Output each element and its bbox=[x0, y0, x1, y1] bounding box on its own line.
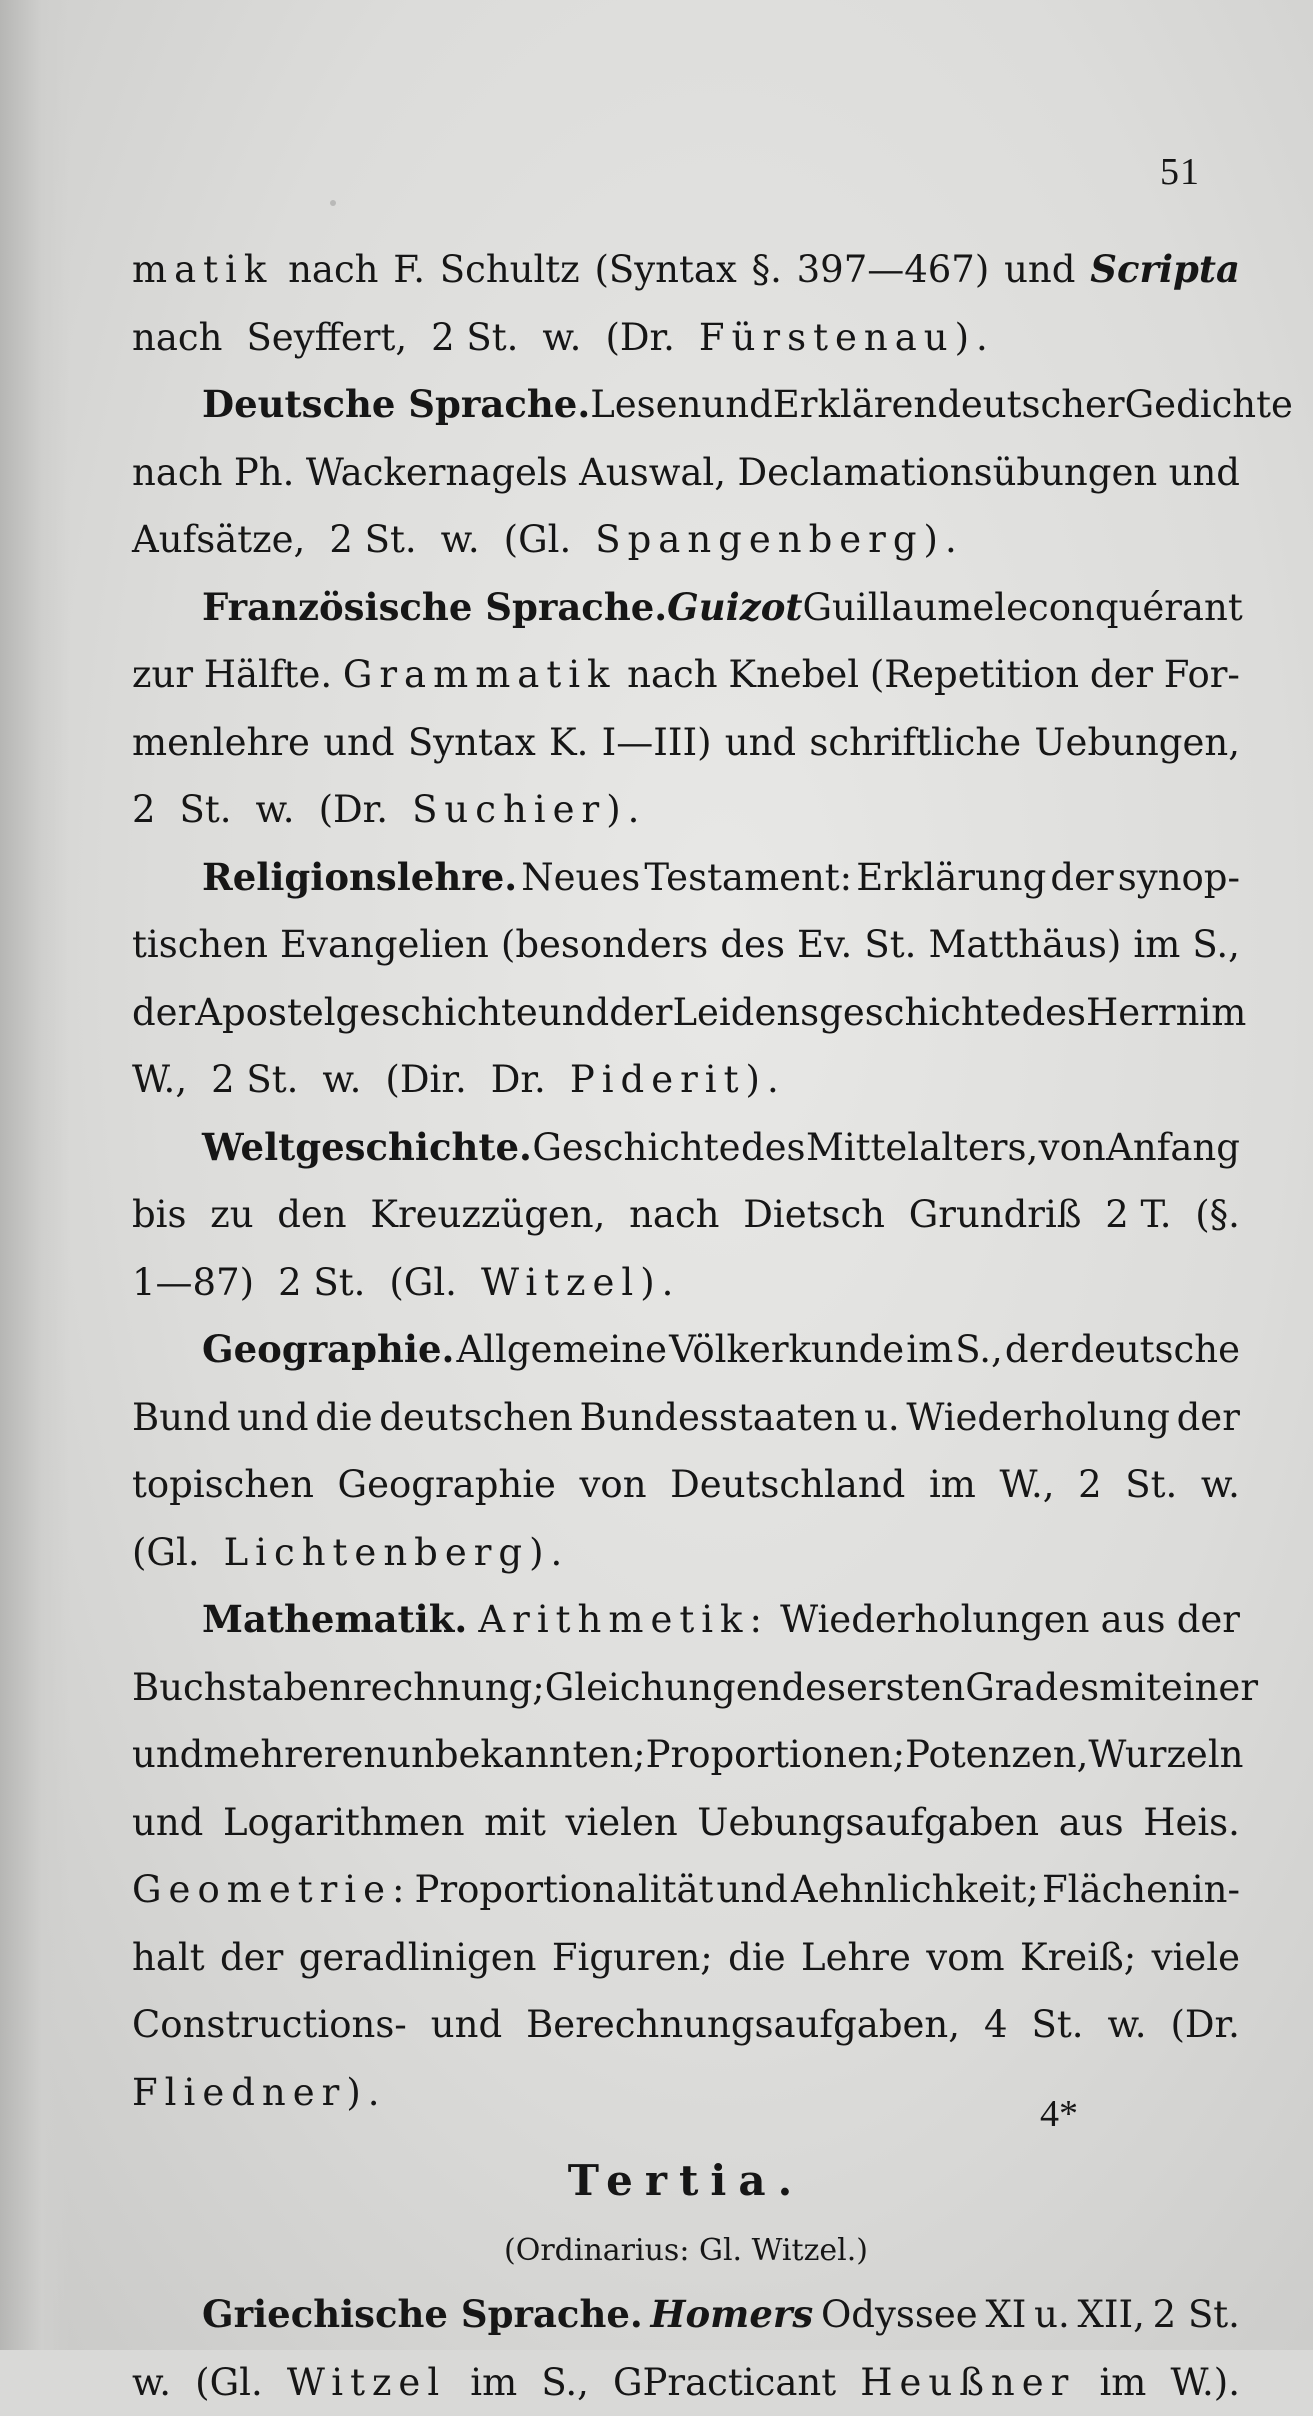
word: Deutsche Sprache. bbox=[202, 371, 590, 439]
text-line bbox=[132, 1451, 1240, 1519]
text-line bbox=[132, 844, 1240, 912]
word: Erklären bbox=[773, 371, 937, 439]
word: Grundriß bbox=[909, 1181, 1082, 1249]
word: St. bbox=[180, 776, 232, 844]
word: topischen bbox=[132, 1451, 314, 1519]
word: Griechische Sprache. bbox=[202, 2281, 643, 2349]
word: zu bbox=[210, 1181, 253, 1249]
text-line bbox=[132, 304, 1240, 372]
word: 2 St. bbox=[1153, 2281, 1240, 2349]
word: (Syntax bbox=[594, 236, 736, 304]
word: Knebel bbox=[728, 641, 859, 709]
word: S., bbox=[541, 2349, 589, 2416]
word: Apostelgeschichte bbox=[195, 979, 538, 1047]
word: des bbox=[741, 1114, 806, 1182]
word: w. bbox=[322, 1046, 361, 1114]
word: 2 St. bbox=[431, 304, 518, 372]
word: w. bbox=[1107, 1991, 1146, 2059]
text-line bbox=[132, 1249, 1240, 1317]
word: und bbox=[1004, 236, 1075, 304]
word: Seyffert, bbox=[246, 304, 407, 372]
word: w. bbox=[132, 2349, 171, 2416]
word: nach bbox=[132, 439, 222, 507]
word: Bund bbox=[132, 1384, 231, 1452]
word: Lichtenberg). bbox=[224, 1519, 570, 1587]
word: Geometrie: bbox=[132, 1856, 411, 1924]
word: der bbox=[220, 1924, 283, 1992]
text-line bbox=[132, 574, 1240, 642]
word: St. bbox=[1031, 1991, 1083, 2059]
word: die bbox=[728, 1924, 785, 1992]
word: im bbox=[1099, 2349, 1146, 2416]
text-line bbox=[132, 709, 1240, 777]
text-line bbox=[132, 1181, 1240, 1249]
word: Guizot bbox=[667, 574, 802, 642]
word: (§. bbox=[1195, 1181, 1240, 1249]
word: 2 bbox=[1078, 1451, 1102, 1519]
word: u. bbox=[1034, 2281, 1070, 2349]
word: Spangenberg). bbox=[595, 506, 963, 574]
word: des bbox=[720, 911, 785, 979]
word: mit bbox=[1099, 1654, 1161, 1722]
word: Auswal, bbox=[579, 439, 726, 507]
text-line bbox=[132, 776, 1240, 844]
word: w. bbox=[542, 304, 581, 372]
text-line bbox=[132, 2349, 1240, 2416]
text-line bbox=[132, 506, 1240, 574]
word: (Dr. bbox=[605, 304, 674, 372]
word: w. bbox=[441, 506, 480, 574]
word: Erklärung bbox=[856, 844, 1046, 912]
word: Declamationsübungen bbox=[737, 439, 1157, 507]
word: (Gl. bbox=[132, 1519, 200, 1587]
word: Leidensgeschichte bbox=[672, 979, 1021, 1047]
word: vielen bbox=[566, 1789, 678, 1857]
word: der bbox=[1090, 641, 1153, 709]
section-title: Tertia. bbox=[568, 2126, 804, 2236]
word: Homers bbox=[651, 2281, 814, 2349]
text-line bbox=[132, 1519, 1240, 1587]
text-line bbox=[132, 1856, 1240, 1924]
word: 2 St. bbox=[329, 506, 416, 574]
word: (Dr. bbox=[1170, 1991, 1239, 2059]
text-line bbox=[132, 439, 1240, 507]
word: die bbox=[315, 1384, 372, 1452]
word: nach bbox=[132, 304, 222, 372]
word: und bbox=[701, 371, 772, 439]
word: Heußner bbox=[860, 2349, 1075, 2416]
word: Geographie bbox=[338, 1451, 556, 1519]
word: im bbox=[1199, 979, 1246, 1047]
word: Suchier). bbox=[412, 776, 646, 844]
word: deutscher bbox=[937, 371, 1124, 439]
word: Bundesstaaten bbox=[579, 1384, 857, 1452]
word: §. bbox=[752, 236, 782, 304]
word: den bbox=[277, 1181, 346, 1249]
word: Witzel bbox=[287, 2349, 446, 2416]
word: (Gl. bbox=[504, 506, 572, 574]
word: ersten bbox=[846, 1654, 965, 1722]
word: von bbox=[1039, 1114, 1106, 1182]
word: (Repetition bbox=[870, 641, 1079, 709]
word: Geographie. bbox=[202, 1316, 454, 1384]
word: Scripta bbox=[1090, 236, 1240, 304]
word: 2 St. bbox=[278, 1249, 365, 1317]
word: nach bbox=[627, 641, 717, 709]
word: der bbox=[1177, 1586, 1240, 1654]
word: und bbox=[716, 1856, 787, 1924]
word: aus bbox=[1101, 1586, 1166, 1654]
word: tischen bbox=[132, 911, 268, 979]
text-line bbox=[132, 641, 1240, 709]
word: Flächenin- bbox=[1042, 1856, 1240, 1924]
word: und bbox=[1169, 439, 1240, 507]
word: Gleichungen bbox=[545, 1654, 782, 1722]
word: St. bbox=[1125, 1451, 1177, 1519]
word: Uebungen, bbox=[1034, 709, 1240, 777]
ordinarius-note: (Ordinarius: Gl. Witzel.) bbox=[504, 2221, 868, 2281]
word: I—III) bbox=[602, 709, 712, 777]
word: 1—87) bbox=[132, 1249, 254, 1317]
word: Piderit). bbox=[570, 1046, 786, 1114]
word: im bbox=[906, 1316, 953, 1384]
word: Figuren; bbox=[552, 1924, 713, 1992]
word: Constructions- bbox=[132, 1991, 407, 2059]
word: nach bbox=[288, 236, 378, 304]
word: W., bbox=[132, 1046, 187, 1114]
word: Buchstabenrechnung; bbox=[132, 1654, 545, 1722]
ink-speck bbox=[330, 200, 336, 206]
word: 4 bbox=[984, 1991, 1008, 2059]
word: der bbox=[609, 979, 672, 1047]
word: Deutschland bbox=[670, 1451, 905, 1519]
word: (Dir. bbox=[385, 1046, 466, 1114]
word: Lehre bbox=[801, 1924, 911, 1992]
word: K. bbox=[549, 709, 588, 777]
word: und bbox=[725, 709, 796, 777]
word: Wiederholung bbox=[906, 1384, 1170, 1452]
word: Völkerkunde bbox=[669, 1316, 904, 1384]
word: unbekannten; bbox=[387, 1721, 645, 1789]
word: S., bbox=[955, 1316, 1003, 1384]
word: mit bbox=[484, 1789, 546, 1857]
word: deutsche bbox=[1070, 1316, 1240, 1384]
word: Hälfte. bbox=[204, 641, 332, 709]
word: Uebungsaufgaben bbox=[697, 1789, 1039, 1857]
text-line bbox=[132, 1654, 1240, 1722]
word: Kreuzzügen, bbox=[370, 1181, 605, 1249]
word: Proportionalität bbox=[415, 1856, 714, 1924]
text-line bbox=[132, 371, 1240, 439]
word: Wurzeln bbox=[1088, 1721, 1243, 1789]
word: (besonders bbox=[501, 911, 708, 979]
word: Religionslehre. bbox=[202, 844, 517, 912]
word: XI bbox=[985, 2281, 1026, 2349]
word: (Gl. bbox=[389, 1249, 457, 1317]
word: 2 St. bbox=[211, 1046, 298, 1114]
word: deutschen bbox=[379, 1384, 573, 1452]
word: St. bbox=[864, 911, 916, 979]
word: des bbox=[781, 1654, 846, 1722]
word: Aufsätze, bbox=[132, 506, 305, 574]
word: Kreiß; bbox=[1020, 1924, 1136, 1992]
word: Wackernagels bbox=[306, 439, 568, 507]
word: Allgemeine bbox=[456, 1316, 667, 1384]
word: der bbox=[1050, 844, 1113, 912]
word: Anfang bbox=[1106, 1114, 1240, 1182]
paragraph-block bbox=[132, 236, 1240, 2126]
word: Syntax bbox=[408, 709, 536, 777]
word: viele bbox=[1152, 1924, 1240, 1992]
text-line bbox=[132, 911, 1240, 979]
text-line bbox=[132, 2281, 1240, 2349]
word: Proportionen; bbox=[646, 1721, 906, 1789]
word: und bbox=[132, 1721, 203, 1789]
word: For- bbox=[1164, 641, 1240, 709]
word: W.). bbox=[1170, 2349, 1240, 2416]
word: Dr. bbox=[491, 1046, 546, 1114]
signature-mark: 4* bbox=[1040, 2092, 1078, 2136]
word: und bbox=[237, 1384, 308, 1452]
word: Fliedner). bbox=[132, 2059, 387, 2127]
text-line bbox=[132, 1924, 1240, 1992]
text-line bbox=[132, 1721, 1240, 1789]
word: Neues bbox=[521, 844, 640, 912]
word: schriftliche bbox=[809, 709, 1021, 777]
word: le bbox=[994, 574, 1028, 642]
word: 2 bbox=[132, 776, 156, 844]
word: GPracticant bbox=[613, 2349, 836, 2416]
text-line bbox=[132, 1384, 1240, 1452]
word: S., bbox=[1192, 911, 1240, 979]
word: Mathematik. bbox=[202, 1586, 467, 1654]
word: Logarithmen bbox=[223, 1789, 465, 1857]
word: Herrn bbox=[1086, 979, 1199, 1047]
word: der bbox=[1177, 1384, 1240, 1452]
page-number: 51 bbox=[1160, 150, 1200, 194]
section-heading bbox=[132, 2126, 1240, 2221]
word: und bbox=[323, 709, 394, 777]
text-line bbox=[132, 1316, 1240, 1384]
word: (Gl. bbox=[195, 2349, 263, 2416]
text-line bbox=[132, 1586, 1240, 1654]
word: geradlinigen bbox=[299, 1924, 537, 1992]
word: Ev. bbox=[797, 911, 852, 979]
closing-paragraph-block bbox=[132, 2281, 1240, 2416]
word: F. bbox=[393, 236, 425, 304]
word: W., bbox=[999, 1451, 1054, 1519]
word: Dietsch bbox=[743, 1181, 885, 1249]
word: bis bbox=[132, 1181, 187, 1249]
word: Fürstenau). bbox=[699, 304, 995, 372]
word: conquérant bbox=[1028, 574, 1243, 642]
word: Geschichte bbox=[532, 1114, 740, 1182]
word: Mittelalters, bbox=[806, 1114, 1038, 1182]
word: der bbox=[1005, 1316, 1068, 1384]
word: nach bbox=[629, 1181, 719, 1249]
word: im bbox=[1133, 911, 1180, 979]
word: synop- bbox=[1118, 844, 1240, 912]
word: u. bbox=[864, 1384, 900, 1452]
word: Lesen bbox=[590, 371, 701, 439]
word: Grades bbox=[965, 1654, 1099, 1722]
word: w. bbox=[256, 776, 295, 844]
word: im bbox=[470, 2349, 517, 2416]
word: Gedichte bbox=[1125, 371, 1293, 439]
word: der bbox=[132, 979, 195, 1047]
word: Aehnlichkeit; bbox=[791, 1856, 1039, 1924]
word: 2 T. bbox=[1105, 1181, 1171, 1249]
word: und bbox=[132, 1789, 203, 1857]
text-line bbox=[132, 1046, 1240, 1114]
text-line bbox=[132, 979, 1240, 1047]
word: XII, bbox=[1078, 2281, 1145, 2349]
word: einer bbox=[1161, 1654, 1258, 1722]
binding-gutter bbox=[0, 0, 70, 2350]
word: und bbox=[431, 1991, 502, 2059]
word: des bbox=[1021, 979, 1086, 1047]
word: Arithmetik: bbox=[478, 1586, 769, 1654]
word: Schultz bbox=[440, 236, 580, 304]
word: vom bbox=[926, 1924, 1004, 1992]
text-line bbox=[132, 1114, 1240, 1182]
word: zur bbox=[132, 641, 193, 709]
word: 397—467) bbox=[797, 236, 990, 304]
word: mehreren bbox=[203, 1721, 387, 1789]
word: Testament: bbox=[644, 844, 852, 912]
word: Berechnungsaufgaben, bbox=[526, 1991, 960, 2059]
word: Grammatik bbox=[343, 641, 617, 709]
word: aus bbox=[1059, 1789, 1124, 1857]
word: Heis. bbox=[1143, 1789, 1240, 1857]
word: Odyssee bbox=[821, 2281, 978, 2349]
text-line bbox=[132, 1991, 1240, 2059]
word: und bbox=[538, 979, 609, 1047]
word: Französische Sprache. bbox=[202, 574, 667, 642]
word: halt bbox=[132, 1924, 205, 1992]
word: menlehre bbox=[132, 709, 310, 777]
word: Potenzen, bbox=[905, 1721, 1088, 1789]
word: Weltgeschichte. bbox=[202, 1114, 532, 1182]
word: (Dr. bbox=[319, 776, 388, 844]
word: Ph. bbox=[234, 439, 295, 507]
text-line bbox=[132, 236, 1240, 304]
body-text bbox=[132, 236, 1240, 2416]
word: matik bbox=[132, 236, 273, 304]
word: im bbox=[929, 1451, 976, 1519]
word: Wiederholungen bbox=[780, 1586, 1089, 1654]
word: Witzel). bbox=[481, 1249, 681, 1317]
word: Evangelien bbox=[280, 911, 489, 979]
word: w. bbox=[1201, 1451, 1240, 1519]
word: Guillaume bbox=[803, 574, 995, 642]
ordinarius-note-row bbox=[132, 2221, 1240, 2281]
word: Matthäus) bbox=[928, 911, 1121, 979]
word: von bbox=[580, 1451, 647, 1519]
text-line bbox=[132, 1789, 1240, 1857]
